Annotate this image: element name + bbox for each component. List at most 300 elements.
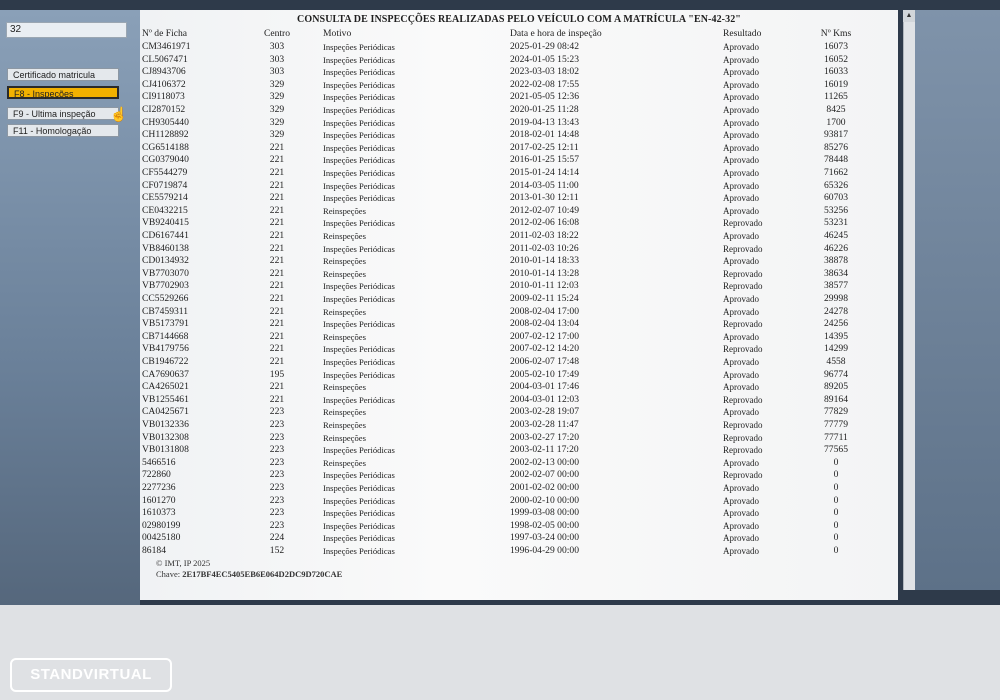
cell-centro: 221 xyxy=(269,141,285,153)
cell-resultado: Reprovado xyxy=(723,319,763,330)
cell-data: 2003-02-27 17:20 xyxy=(510,431,580,443)
cell-ficha: CD0134932 xyxy=(142,255,189,267)
cell-kms: 96774 xyxy=(824,368,848,380)
table-row xyxy=(140,91,898,103)
cell-motivo: Inspeções Periódicas xyxy=(323,344,395,355)
cell-motivo: Inspeções Periódicas xyxy=(323,79,395,90)
cell-resultado: Aprovado xyxy=(723,168,759,178)
copyright-text: © IMT, IP 2025 xyxy=(156,558,211,568)
cell-ficha: CM3461971 xyxy=(142,41,191,52)
cell-resultado: Aprovado xyxy=(723,142,759,153)
cell-ficha: 5466516 xyxy=(142,456,176,468)
cell-data: 2018-02-01 14:48 xyxy=(510,129,580,141)
cell-data: 1996-04-29 00:00 xyxy=(510,545,580,556)
header-resultado: Resultado xyxy=(723,28,762,39)
cell-motivo: Inspeções Periódicas xyxy=(323,508,395,519)
table-row xyxy=(140,331,898,343)
cell-motivo: Reinspeções xyxy=(323,331,366,342)
cell-kms: 0 xyxy=(833,532,839,544)
cell-data: 2010-01-11 12:03 xyxy=(510,280,579,292)
cell-resultado: Reprovado xyxy=(723,268,763,279)
cell-data: 2016-01-25 15:57 xyxy=(510,154,580,166)
table-row xyxy=(140,457,898,469)
cell-centro: 223 xyxy=(269,419,285,430)
cell-kms: 46226 xyxy=(824,242,848,254)
cell-motivo: Reinspeções xyxy=(323,457,366,468)
cell-motivo: Inspeções Periódicas xyxy=(323,495,395,506)
table-row xyxy=(140,104,898,116)
cell-ficha: CD6167441 xyxy=(142,230,189,241)
table-header xyxy=(140,28,898,40)
cell-resultado: Aprovado xyxy=(723,155,759,166)
cell-centro: 221 xyxy=(269,343,285,355)
cell-data: 2017-02-25 12:11 xyxy=(510,141,579,153)
cell-resultado: Aprovado xyxy=(723,369,759,380)
cell-data: 2025-01-29 08:42 xyxy=(510,41,580,52)
cell-kms: 46245 xyxy=(824,230,848,241)
table-row xyxy=(140,545,898,557)
cell-motivo: Inspeções Periódicas xyxy=(323,92,395,103)
cell-centro: 303 xyxy=(269,41,285,52)
cell-ficha: VB7703070 xyxy=(142,267,189,279)
cell-motivo: Inspeções Periódicas xyxy=(323,193,395,204)
header-centro: Centro xyxy=(263,28,291,39)
cell-kms: 0 xyxy=(833,519,839,531)
cell-resultado: Reprovado xyxy=(723,420,763,430)
cell-resultado: Reprovado xyxy=(723,470,763,481)
cell-ficha: 1601270 xyxy=(142,494,176,506)
cell-kms: 1700 xyxy=(826,116,846,128)
cell-resultado: Aprovado xyxy=(723,117,759,128)
inspecoes-button[interactable]: F8 - Inspeções xyxy=(7,86,119,99)
cell-data: 2011-02-03 18:22 xyxy=(510,230,579,241)
cell-centro: 223 xyxy=(269,519,285,531)
cell-motivo: Inspeções Periódicas xyxy=(323,294,395,304)
cell-data: 2008-02-04 17:00 xyxy=(510,305,580,317)
cell-resultado: Reprovado xyxy=(723,218,763,229)
cell-kms: 60703 xyxy=(824,192,848,204)
cell-data: 2011-02-03 10:26 xyxy=(510,242,579,254)
cell-centro: 221 xyxy=(269,242,285,254)
cell-kms: 0 xyxy=(833,545,839,556)
cell-motivo: Inspeções Periódicas xyxy=(323,180,395,191)
cell-motivo: Inspeções Periódicas xyxy=(323,520,395,531)
table-row xyxy=(140,306,898,318)
cell-ficha: 722860 xyxy=(142,469,171,481)
cell-kms: 0 xyxy=(833,469,839,481)
table-row xyxy=(140,79,898,91)
cell-motivo: Inspeções Periódicas xyxy=(323,319,395,330)
table-row xyxy=(140,381,898,393)
cell-resultado: Aprovado xyxy=(723,520,759,531)
cell-resultado: Aprovado xyxy=(723,495,759,506)
homologacao-button[interactable]: F11 - Homologação xyxy=(7,124,119,137)
cell-centro: 221 xyxy=(269,230,285,241)
cell-motivo: Inspeções Periódicas xyxy=(323,54,395,65)
table-row xyxy=(140,356,898,368)
cell-ficha: VB5173791 xyxy=(142,318,189,330)
cell-ficha: VB8460138 xyxy=(142,242,189,254)
report-panel xyxy=(140,10,898,600)
table-row xyxy=(140,406,898,418)
cell-centro: 329 xyxy=(269,129,285,141)
cell-data: 2003-02-28 11:47 xyxy=(510,419,579,430)
cell-data: 2014-03-05 11:00 xyxy=(510,179,579,191)
cell-resultado: Aprovado xyxy=(723,306,759,317)
cell-kms: 16073 xyxy=(824,41,848,52)
table-row xyxy=(140,432,898,444)
cell-data: 2004-03-01 17:46 xyxy=(510,381,580,393)
cell-motivo: Inspeções Periódicas xyxy=(323,243,395,254)
chave-line xyxy=(156,569,342,579)
watermark-logo: STANDVIRTUAL xyxy=(10,658,172,692)
cell-kms: 38577 xyxy=(824,280,848,292)
cell-data: 2008-02-04 13:04 xyxy=(510,318,580,330)
cell-resultado: Aprovado xyxy=(723,357,759,367)
ultima-inspecao-button[interactable]: F9 - Ultima inspeção xyxy=(7,107,119,120)
cell-resultado: Aprovado xyxy=(723,546,759,556)
cell-motivo: Reinspeções xyxy=(323,407,366,418)
cell-kms: 53256 xyxy=(824,204,848,216)
cell-centro: 223 xyxy=(269,444,285,456)
cell-resultado: Aprovado xyxy=(723,294,759,304)
cell-ficha: CG6514188 xyxy=(142,141,189,153)
cell-centro: 221 xyxy=(269,192,285,204)
cell-resultado: Aprovado xyxy=(723,67,759,78)
cell-resultado: Aprovado xyxy=(723,130,759,141)
report-title: CONSULTA DE INSPECÇÕES REALIZADAS PELO VEÍCULO COM A MATRÍCULA "EN-42-32" xyxy=(297,14,741,25)
cell-motivo: Inspeções Periódicas xyxy=(323,281,395,292)
cell-resultado: Aprovado xyxy=(723,92,759,103)
cell-data: 2020-01-25 11:28 xyxy=(510,104,579,115)
left-panel xyxy=(0,10,140,605)
cell-kms: 85276 xyxy=(824,141,848,153)
cell-centro: 221 xyxy=(269,393,285,405)
table-row xyxy=(140,268,898,280)
cell-kms: 77711 xyxy=(824,431,848,443)
cell-ficha: 00425180 xyxy=(142,532,181,544)
cell-centro: 221 xyxy=(269,356,285,367)
cell-kms: 93817 xyxy=(824,129,848,141)
cell-data: 2003-02-28 19:07 xyxy=(510,406,580,418)
cell-data: 2010-01-14 13:28 xyxy=(510,267,580,279)
cell-centro: 221 xyxy=(269,217,285,229)
cell-centro: 221 xyxy=(269,330,285,342)
cell-kms: 0 xyxy=(833,507,839,519)
cell-resultado: Aprovado xyxy=(723,483,759,493)
cell-kms: 4558 xyxy=(826,356,846,367)
cell-ficha: CB7144668 xyxy=(142,330,189,342)
table-row xyxy=(140,142,898,154)
cell-data: 2010-01-14 18:33 xyxy=(510,255,580,267)
cell-motivo: Inspeções Periódicas xyxy=(323,470,395,481)
cell-motivo: Inspeções Periódicas xyxy=(323,168,395,178)
cell-data: 2013-01-30 12:11 xyxy=(510,192,579,204)
cell-data: 2003-02-11 17:20 xyxy=(510,444,579,456)
table-row xyxy=(140,469,898,481)
cell-resultado: Aprovado xyxy=(723,54,759,65)
table-row xyxy=(140,394,898,406)
table-row xyxy=(140,117,898,129)
cell-ficha: VB9240415 xyxy=(142,217,189,229)
cell-motivo: Inspeções Periódicas xyxy=(323,155,395,166)
cell-data: 2007-02-12 17:00 xyxy=(510,330,580,342)
cell-resultado: Aprovado xyxy=(723,382,759,393)
header-data: Data e hora de inspeção xyxy=(510,28,602,39)
cell-motivo: Reinspeções xyxy=(323,256,366,267)
cell-motivo: Inspeções Periódicas xyxy=(323,130,395,141)
cell-motivo: Inspeções Periódicas xyxy=(323,67,395,78)
cell-resultado: Aprovado xyxy=(723,331,759,342)
cell-resultado: Aprovado xyxy=(723,193,759,204)
cell-resultado: Reprovado xyxy=(723,445,763,456)
cell-kms: 71662 xyxy=(824,167,848,178)
cell-ficha: VB4179756 xyxy=(142,343,189,355)
cell-data: 1999-03-08 00:00 xyxy=(510,507,580,519)
table-row xyxy=(140,280,898,292)
cell-ficha: CI9118073 xyxy=(142,91,185,103)
cell-data: 2002-02-13 00:00 xyxy=(510,456,580,468)
cell-motivo: Reinspeções xyxy=(323,382,366,393)
cell-ficha: CB1946722 xyxy=(142,356,189,367)
pointer-cursor-icon: ☝ xyxy=(110,106,128,122)
cell-centro: 329 xyxy=(269,104,285,115)
cell-data: 2015-01-24 14:14 xyxy=(510,167,580,178)
cell-kms: 16033 xyxy=(824,66,848,78)
cell-kms: 77565 xyxy=(824,444,848,456)
cell-motivo: Inspeções Periódicas xyxy=(323,42,395,52)
cell-ficha: VB7702903 xyxy=(142,280,189,292)
cell-motivo: Inspeções Periódicas xyxy=(323,117,395,128)
table-row xyxy=(140,54,898,66)
table-row xyxy=(140,318,898,330)
table-row xyxy=(140,167,898,179)
cell-kms: 89205 xyxy=(824,381,848,393)
scroll-up-icon[interactable]: ▲ xyxy=(903,10,915,22)
cell-ficha: CA7690637 xyxy=(142,368,189,380)
cell-data: 2012-02-07 10:49 xyxy=(510,204,580,216)
table-row xyxy=(140,230,898,242)
cell-motivo: Inspeções Periódicas xyxy=(323,546,395,556)
cell-motivo: Inspeções Periódicas xyxy=(323,445,395,456)
table-row xyxy=(140,507,898,519)
cell-motivo: Reinspeções xyxy=(323,268,366,279)
cell-data: 2021-05-05 12:36 xyxy=(510,91,580,103)
cell-centro: 223 xyxy=(269,507,285,519)
cell-centro: 221 xyxy=(269,381,285,393)
chave-label: Chave: xyxy=(156,569,181,579)
cell-resultado: Reprovado xyxy=(723,281,763,292)
cell-data: 2007-02-12 14:20 xyxy=(510,343,580,355)
cell-ficha: CH9305440 xyxy=(142,116,189,128)
cell-kms: 8425 xyxy=(826,104,846,115)
cell-centro: 223 xyxy=(269,431,285,443)
cell-centro: 221 xyxy=(269,280,285,292)
cell-motivo: Reinspeções xyxy=(323,231,366,241)
cell-ficha: CJ4106372 xyxy=(142,78,186,90)
cell-kms: 14299 xyxy=(824,343,848,355)
cell-centro: 329 xyxy=(269,78,285,90)
cell-motivo: Inspeções Periódicas xyxy=(323,105,395,115)
cell-kms: 78448 xyxy=(824,154,848,166)
cell-data: 2004-03-01 12:03 xyxy=(510,393,580,405)
cell-motivo: Inspeções Periódicas xyxy=(323,483,395,493)
cell-kms: 89164 xyxy=(824,393,848,405)
cell-kms: 0 xyxy=(833,494,839,506)
cell-resultado: Aprovado xyxy=(723,533,759,544)
cell-data: 2005-02-10 17:49 xyxy=(510,368,580,380)
cell-kms: 29998 xyxy=(824,293,848,304)
cell-motivo: Inspeções Periódicas xyxy=(323,533,395,544)
cell-data: 2002-02-07 00:00 xyxy=(510,469,580,481)
cell-resultado: Aprovado xyxy=(723,407,759,418)
cell-resultado: Aprovado xyxy=(723,42,759,52)
cell-resultado: Reprovado xyxy=(723,394,763,405)
cell-centro: 221 xyxy=(269,318,285,330)
cell-ficha: 1610373 xyxy=(142,507,176,519)
cell-motivo: Reinspeções xyxy=(323,420,366,430)
table-row xyxy=(140,369,898,381)
cell-kms: 16019 xyxy=(824,78,848,90)
table-row xyxy=(140,343,898,355)
cell-motivo: Inspeções Periódicas xyxy=(323,369,395,380)
cell-motivo: Inspeções Periódicas xyxy=(323,394,395,405)
cell-ficha: VB1255461 xyxy=(142,393,189,405)
cell-kms: 53231 xyxy=(824,217,848,229)
table-row xyxy=(140,520,898,532)
cell-kms: 14395 xyxy=(824,330,848,342)
cell-centro: 223 xyxy=(269,494,285,506)
cell-resultado: Aprovado xyxy=(723,231,759,241)
table-row xyxy=(140,255,898,267)
cell-ficha: CH1128892 xyxy=(142,129,189,141)
cell-centro: 221 xyxy=(269,267,285,279)
cell-centro: 303 xyxy=(269,53,285,65)
cell-ficha: CI2870152 xyxy=(142,104,186,115)
cell-centro: 221 xyxy=(269,154,285,166)
cell-ficha: CB7459311 xyxy=(142,305,189,317)
table-row xyxy=(140,192,898,204)
cell-ficha: CL5067471 xyxy=(142,53,188,65)
cell-motivo: Inspeções Periódicas xyxy=(323,218,395,229)
cell-resultado: Aprovado xyxy=(723,105,759,115)
table-row xyxy=(140,243,898,255)
header-ficha: Nº de Ficha xyxy=(142,28,188,39)
cell-ficha: CE0432215 xyxy=(142,204,188,216)
cell-ficha: CJ8943706 xyxy=(142,66,186,78)
cell-ficha: CG0379040 xyxy=(142,154,189,166)
table-row xyxy=(140,293,898,305)
table-row xyxy=(140,217,898,229)
cell-data: 2001-02-02 00:00 xyxy=(510,482,580,493)
cell-kms: 77779 xyxy=(824,419,848,430)
cell-data: 1998-02-05 00:00 xyxy=(510,519,580,531)
table-row xyxy=(140,444,898,456)
cell-kms: 16052 xyxy=(824,53,848,65)
cell-resultado: Reprovado xyxy=(723,432,763,443)
cell-resultado: Aprovado xyxy=(723,79,759,90)
cell-data: 2023-03-03 18:02 xyxy=(510,66,580,78)
cell-kms: 11265 xyxy=(824,91,848,103)
table-row xyxy=(140,41,898,53)
cell-centro: 303 xyxy=(269,66,285,78)
cell-motivo: Inspeções Periódicas xyxy=(323,357,395,367)
cell-resultado: Aprovado xyxy=(723,205,759,216)
cell-centro: 223 xyxy=(269,406,285,418)
cell-centro: 221 xyxy=(269,179,285,191)
cell-centro: 221 xyxy=(269,293,285,304)
table-row xyxy=(140,419,898,431)
cell-ficha: VB0131808 xyxy=(142,444,189,456)
cell-resultado: Aprovado xyxy=(723,457,759,468)
cell-data: 2006-02-07 17:48 xyxy=(510,356,580,367)
cell-kms: 77829 xyxy=(824,406,848,418)
table-row xyxy=(140,66,898,78)
cell-kms: 38634 xyxy=(824,267,848,279)
cell-centro: 221 xyxy=(269,305,285,317)
cell-resultado: Aprovado xyxy=(723,508,759,519)
cell-ficha: CE5579214 xyxy=(142,192,188,204)
cell-data: 1997-03-24 00:00 xyxy=(510,532,580,544)
cell-data: 2019-04-13 13:43 xyxy=(510,116,580,128)
cell-kms: 65326 xyxy=(824,179,848,191)
cell-centro: 224 xyxy=(269,532,285,544)
cell-centro: 329 xyxy=(269,116,285,128)
table-row xyxy=(140,205,898,217)
cell-data: 2012-02-06 16:08 xyxy=(510,217,580,229)
cell-kms: 0 xyxy=(833,456,839,468)
cell-resultado: Aprovado xyxy=(723,180,759,191)
certificado-matricula-button[interactable]: Certificado matricula xyxy=(7,68,119,81)
header-kms: Nº Kms xyxy=(820,28,852,39)
cell-ficha: CA4265021 xyxy=(142,381,189,393)
cell-data: 2009-02-11 15:24 xyxy=(510,293,579,304)
cell-motivo: Reinspeções xyxy=(323,432,366,443)
table-row xyxy=(140,154,898,166)
cell-data: 2022-02-08 17:55 xyxy=(510,78,580,90)
cell-centro: 223 xyxy=(269,456,285,468)
cell-ficha: VB0132336 xyxy=(142,419,189,430)
cell-data: 2024-01-05 15:23 xyxy=(510,53,580,65)
cell-ficha: CA0425671 xyxy=(142,406,189,418)
cell-data: 2000-02-10 00:00 xyxy=(510,494,580,506)
cell-ficha: CC5529266 xyxy=(142,293,189,304)
cell-ficha: 86184 xyxy=(142,545,166,556)
cell-centro: 223 xyxy=(269,482,285,493)
cell-centro: 223 xyxy=(269,469,285,481)
cell-kms: 24278 xyxy=(824,305,848,317)
cell-centro: 221 xyxy=(269,255,285,267)
cell-ficha: CF0719874 xyxy=(142,179,188,191)
table-row xyxy=(140,495,898,507)
table-row xyxy=(140,532,898,544)
cell-centro: 195 xyxy=(269,368,285,380)
cell-resultado: Reprovado xyxy=(723,243,763,254)
table-row xyxy=(140,129,898,141)
cell-kms: 38878 xyxy=(824,255,848,267)
chave-value: 2E17BF4EC5405EB6E064D2DC9D720CAE xyxy=(182,569,343,579)
cell-resultado: Reprovado xyxy=(723,344,763,355)
cell-centro: 221 xyxy=(269,204,285,216)
cell-kms: 0 xyxy=(833,482,839,493)
cell-ficha: CF5544279 xyxy=(142,167,188,178)
cell-resultado: Aprovado xyxy=(723,256,759,267)
right-panel xyxy=(915,10,1000,590)
header-motivo: Motivo xyxy=(323,28,352,39)
plate-field[interactable]: 32 xyxy=(6,22,127,38)
cell-centro: 152 xyxy=(269,545,285,556)
cell-kms: 24256 xyxy=(824,318,848,330)
